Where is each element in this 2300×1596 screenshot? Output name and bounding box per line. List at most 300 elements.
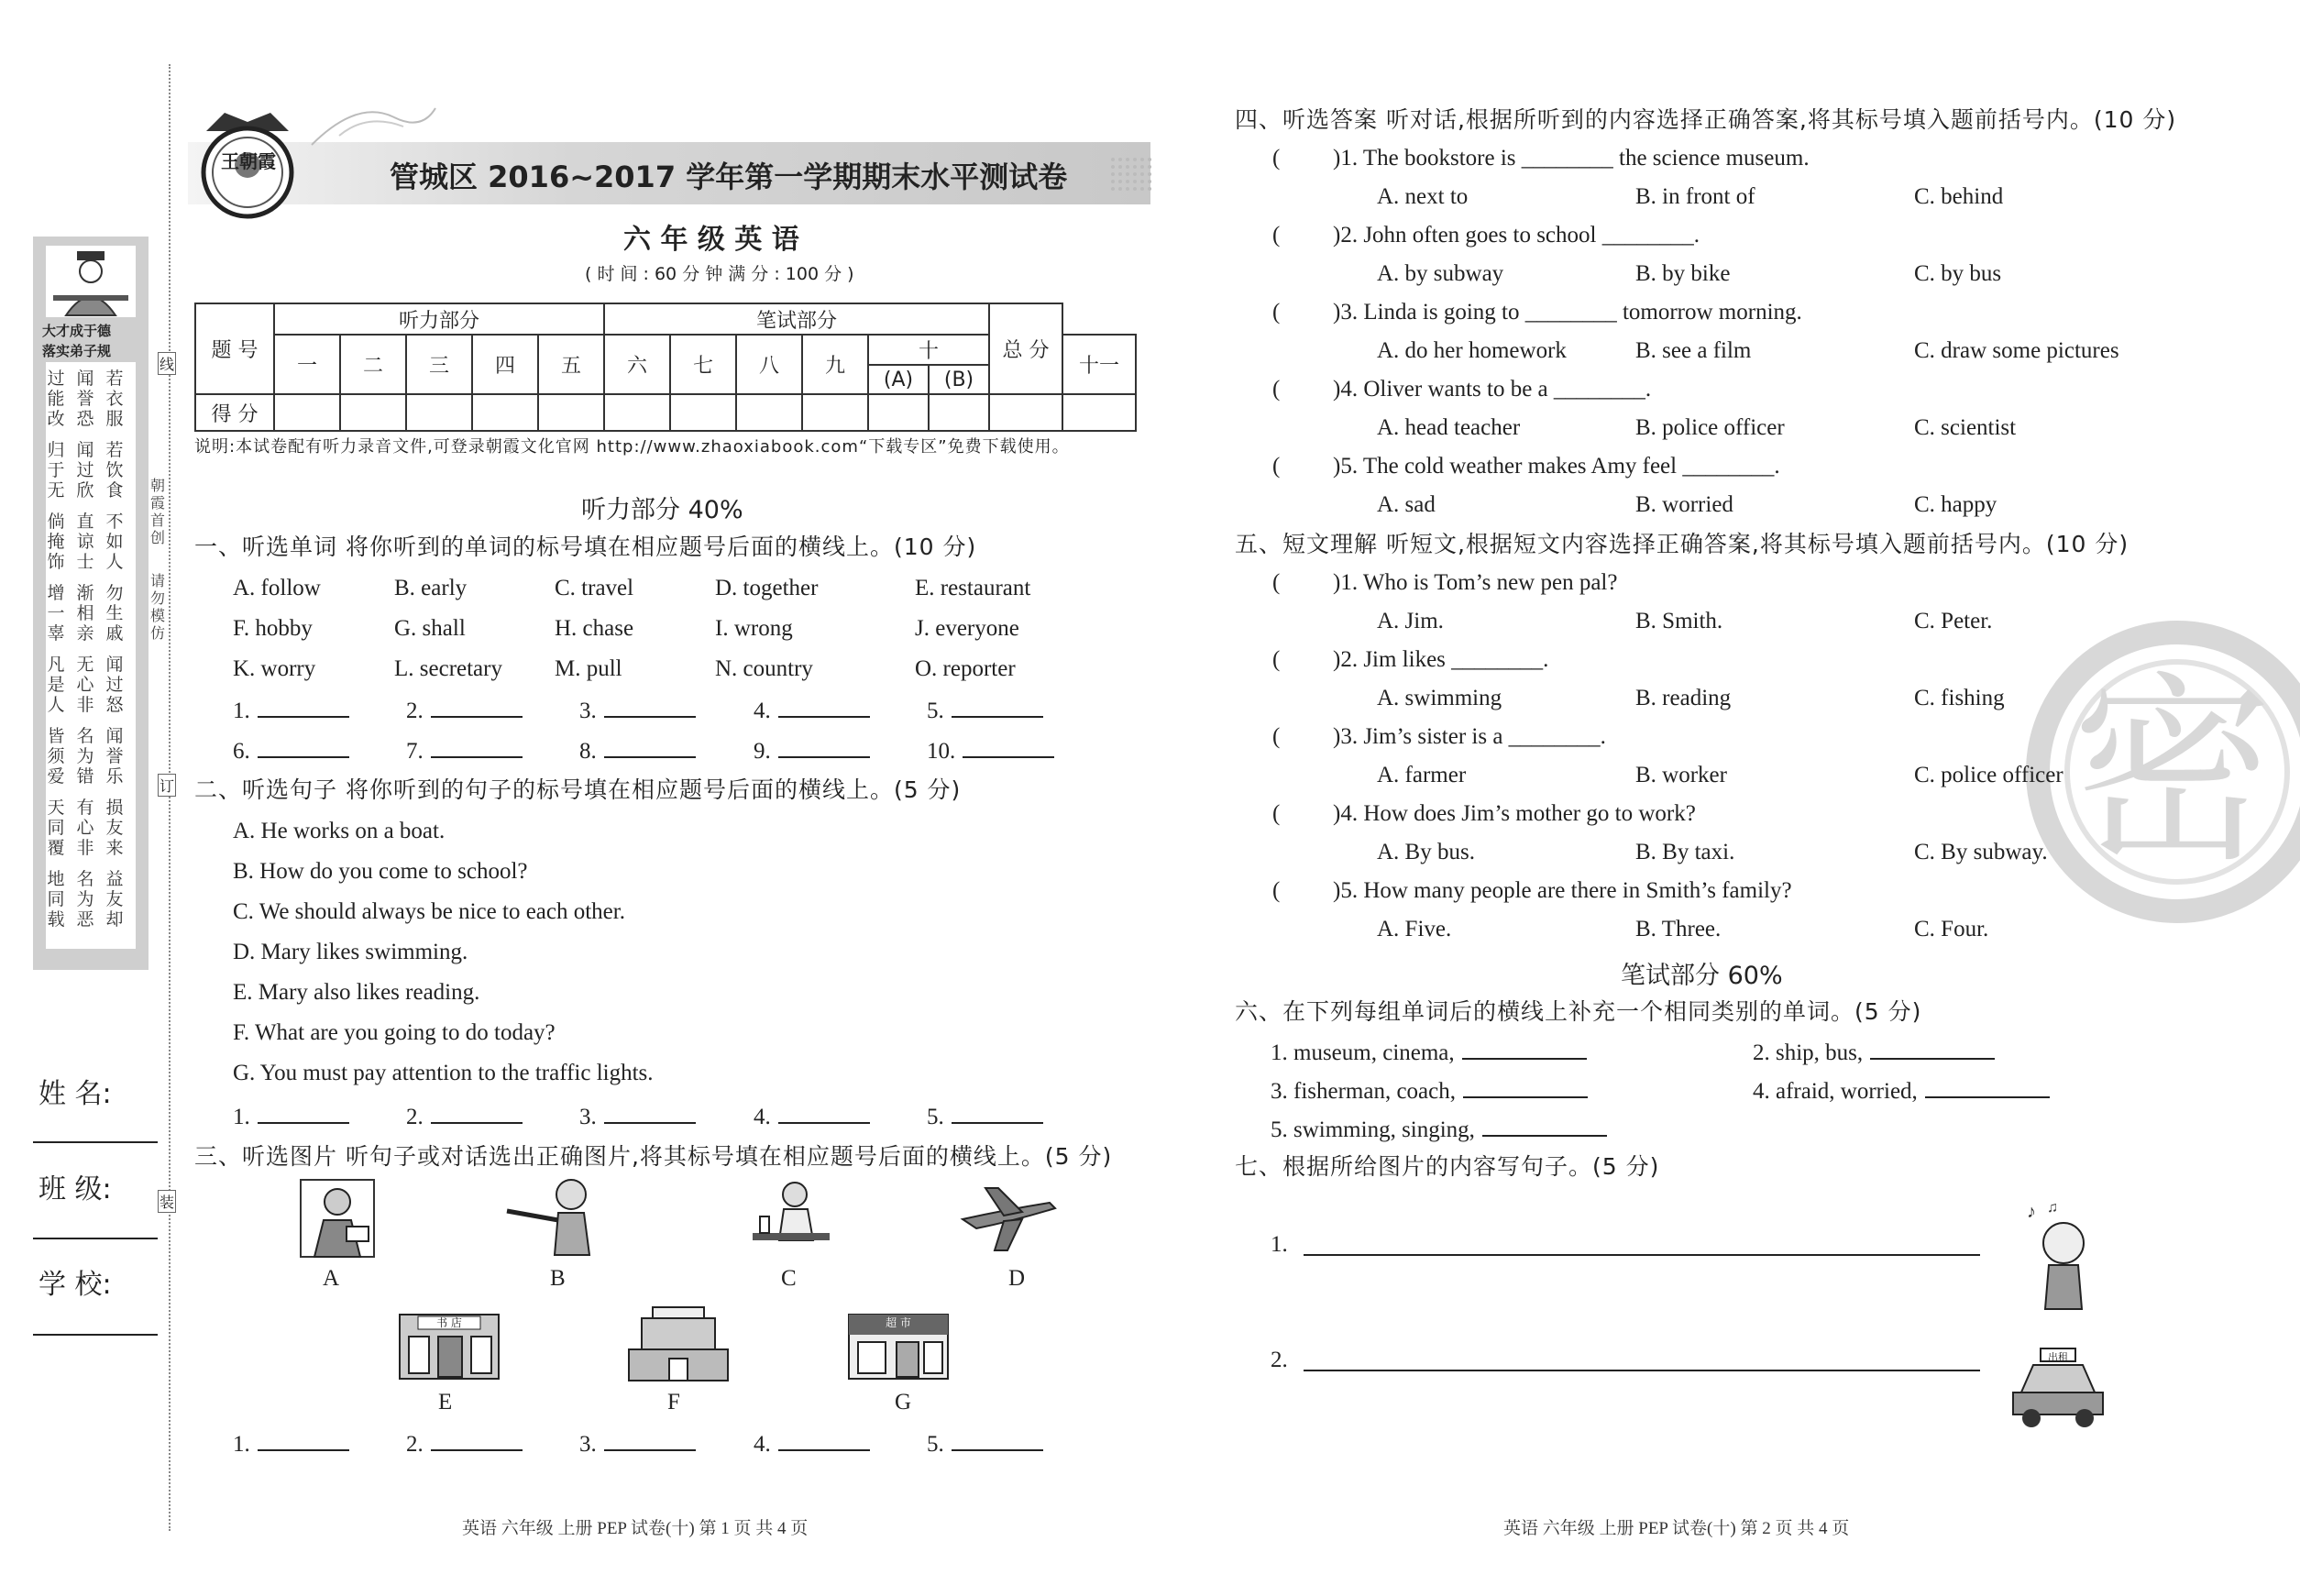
s1-answer [927,736,1054,765]
stamp-char: 密 [2072,655,2274,889]
poem-char: 于 [47,460,65,480]
side-note-2: 请勿模仿 [150,572,166,642]
listening-title: 听力部分 40% [581,496,743,524]
poem-column [75,440,95,501]
poem-char: 直 [76,512,94,532]
s2-answer [406,1102,523,1131]
answer-bracket-space[interactable] [1285,224,1331,248]
pic-label-d: D [1008,1266,1026,1291]
poem-char: 人 [47,695,65,715]
sentence-option: B. How do you come to school? [233,859,528,884]
word-option: H. chase [555,616,634,641]
binding-line [169,64,171,1531]
choice-a: A. head teacher [1377,415,1521,440]
scholar-illustration [46,246,136,317]
score-cell[interactable] [538,394,604,431]
s1-answer [579,736,696,765]
answer-bracket-open: ( [1272,878,1281,903]
pic-label-a: A [323,1266,340,1291]
ribbon-decoration [303,99,440,154]
poem-char: 非 [76,695,94,715]
svg-text:♫: ♫ [2047,1200,2058,1216]
motto-2: 落实弟子规 [42,343,112,359]
poem-column [75,726,95,787]
sentence-option: D. Mary likes swimming. [233,940,468,964]
section-4-title: 四、听选答案 听对话,根据所听到的内容选择正确答案,将其标号填入题前括号内。(10 分) [1235,106,2177,133]
svg-text:♪: ♪ [2027,1202,2036,1222]
s3-blank[interactable] [604,1429,696,1451]
poem-char: 一 [47,603,65,623]
poem-char: 衣 [105,389,124,409]
choice-b: B. by bike [1635,261,1731,286]
s1-answer [406,696,523,725]
question-text: )5. How many people are there in Smith’s family? [1333,878,1792,903]
s1-answer [233,696,349,725]
poem-char: 无 [76,655,94,675]
shop-sign-g: 超 市 [886,1316,911,1329]
picture-a-postman [292,1176,383,1260]
choice-c: C. By subway. [1914,840,2048,864]
poem-char: 过 [47,369,65,389]
sentence-option: G. You must pay attention to the traffic lights. [233,1061,654,1085]
class-label: 班 级: [39,1173,112,1205]
poem-char: 凡 [47,655,65,675]
poem-char: 誉 [105,746,124,766]
s1-number: 7. [406,739,424,764]
cut-mark-pack: 装 [158,1190,176,1213]
poem-char: 怒 [105,695,124,715]
word-option: N. country [715,656,813,681]
s1-answer [579,696,696,725]
s1-blank[interactable] [258,736,349,758]
s7-line-1[interactable] [1304,1254,1980,1256]
answer-bracket-space[interactable] [1285,879,1331,903]
poem-char: 食 [105,480,124,501]
s6-item-4: 4. afraid, worried, [1753,1076,2050,1106]
picture-c-scientist [747,1176,834,1259]
choice-c: C. fishing [1914,686,2005,710]
answer-bracket-open: ( [1272,146,1281,171]
poem-char: 服 [105,409,124,429]
poem-column [105,655,125,715]
poem-char: 归 [47,440,65,460]
pic-label-e: E [438,1390,453,1414]
s7-label-1: 1. [1271,1232,1288,1257]
poem-char: 改 [47,409,65,429]
s1-blank[interactable] [604,736,696,758]
name-field[interactable] [33,1141,158,1143]
s1-number: 8. [579,739,597,764]
poem-char: 为 [76,746,94,766]
s6-blank-1[interactable] [1462,1038,1587,1060]
section-6-title: 六、在下列每组单词后的横线上补充一个相同类别的单词。(5 分) [1235,998,1922,1025]
s6-item-2: 2. ship, bus, [1753,1038,1995,1067]
poem-char: 天 [47,798,65,818]
choice-c: C. Four. [1914,917,1989,941]
poem-char: 恶 [76,909,94,930]
s1-number: 1. [233,699,250,723]
poem-column [46,369,66,429]
s2-blank[interactable] [778,1102,870,1124]
s7-line-2[interactable] [1304,1370,1980,1371]
poem-char: 恐 [76,409,94,429]
poem-column [46,440,66,501]
col-9: 九 [802,335,868,394]
col-5: 五 [538,335,604,394]
poem-char: 闻 [105,655,124,675]
poem-char: 友 [105,889,124,909]
choice-a: A. next to [1377,184,1469,209]
s6-blank-5[interactable] [1482,1115,1607,1137]
choice-b: B. police officer [1635,415,1785,440]
answer-bracket-open: ( [1272,570,1281,595]
poem-char: 士 [76,552,94,572]
word-option: I. wrong [715,616,793,641]
question-text: )4. Oliver wants to be a ________. [1333,377,1652,402]
score-cell[interactable] [274,394,340,431]
s3-blank[interactable] [258,1429,349,1451]
poem-char: 掩 [47,532,65,552]
written-title: 笔试部分 60% [1621,962,1783,990]
school-field[interactable] [33,1334,158,1336]
s1-answer [754,696,870,725]
poem-char: 覆 [47,838,65,858]
s2-answer [579,1102,696,1131]
poem-char: 无 [47,480,65,501]
s1-number: 2. [406,699,424,723]
col-10a: (A) [868,365,929,394]
poem-char: 益 [105,869,124,889]
score-cell[interactable] [670,394,736,431]
poem-column [105,869,125,930]
s2-blank[interactable] [604,1102,696,1124]
poem-column [75,655,95,715]
s1-number: 3. [579,699,597,723]
sentence-option: A. He works on a boat. [233,819,446,843]
word-option: A. follow [233,576,321,600]
poem-char: 须 [47,746,65,766]
sentence-option: C. We should always be nice to each other. [233,899,625,924]
poem-char: 友 [105,818,124,838]
poem-char: 勿 [105,583,124,603]
pic-label-f: F [667,1390,680,1414]
choice-c: C. happy [1914,492,1997,517]
col-6: 六 [604,335,670,394]
answer-bracket-space[interactable] [1285,147,1331,171]
word-option: K. worry [233,656,316,681]
poem-char: 非 [76,838,94,858]
poem-char: 是 [47,675,65,695]
poem-char: 如 [105,532,124,552]
s6-blank-2[interactable] [1870,1038,1995,1060]
poem-char: 亲 [76,623,94,644]
s2-number: 4. [754,1105,771,1129]
poem-column [46,583,66,644]
poem-column [46,512,66,572]
poem-char: 心 [76,818,94,838]
s3-answer [927,1429,1043,1458]
s2-blank[interactable] [952,1102,1043,1124]
poem-column [75,369,95,429]
s1-blank[interactable] [963,736,1054,758]
poem-column [46,798,66,858]
s3-number: 2. [406,1432,424,1457]
note: 说明:本试卷配有听力录音文件,可登录朝霞文化官网 http://www.zhaoxiabook.com“下载专区”免费下载使用。 [194,437,1070,457]
banner-dots [1109,156,1155,193]
poem-char: 过 [105,675,124,695]
poem-column [75,512,95,572]
poem-column [75,583,95,644]
poem-char: 能 [47,389,65,409]
poem-column [105,726,125,787]
choice-a: A. farmer [1377,763,1467,787]
col-10b: (B) [929,365,989,394]
answer-bracket-space[interactable] [1285,378,1331,402]
poem-char: 辜 [47,623,65,644]
s3-number: 5. [927,1432,944,1457]
poem-char: 相 [76,603,94,623]
side-note-1: 朝霞首创 [150,477,166,546]
poem-char: 错 [76,766,94,787]
question-text: )5. The cold weather makes Amy feel ________. [1333,454,1780,479]
sentence-option: F. What are you going to do today? [233,1020,556,1045]
answer-bracket-space[interactable] [1285,301,1331,325]
s6-item-5: 5. swimming, singing, [1271,1115,1607,1144]
s6-blank-3[interactable] [1463,1076,1588,1098]
word-option: E. restaurant [915,576,1031,600]
s1-blank[interactable] [952,696,1043,718]
s3-answer [754,1429,870,1458]
s1-blank[interactable] [778,696,870,718]
s3-blank[interactable] [431,1429,523,1451]
name-label: 姓 名: [39,1078,112,1110]
answer-bracket-open: ( [1272,300,1281,325]
poem-char: 欣 [76,480,94,501]
poem-char: 若 [105,440,124,460]
poem-column [75,869,95,930]
listening-group: 听力部分 [274,303,604,335]
answer-bracket-space[interactable] [1285,571,1331,595]
singing-boy-illustration [2021,1199,2095,1318]
poem-char: 戚 [105,623,124,644]
answer-bracket-space[interactable] [1285,648,1331,672]
taxi-sign: 出租 [2048,1351,2068,1363]
s2-blank[interactable] [431,1102,523,1124]
section-5-title: 五、短文理解 听短文,根据短文内容选择正确答案,将其标号填入题前括号内。(10 分) [1235,531,2129,557]
col-3: 三 [406,335,472,394]
s1-blank[interactable] [431,736,523,758]
choice-c: C. behind [1914,184,2004,209]
poem-char: 若 [105,369,124,389]
question-text: )2. John often goes to school ________. [1333,223,1700,248]
poem-char: 有 [76,798,94,818]
picture-d-airplane [958,1183,1059,1256]
class-field[interactable] [33,1238,158,1239]
brand-name: 王朝霞 [221,150,276,172]
sentence-option: E. Mary also likes reading. [233,980,480,1005]
s3-blank[interactable] [778,1429,870,1451]
written-group: 笔试部分 [604,303,989,335]
s3-answer [579,1429,696,1458]
s1-answer [406,736,523,765]
question-text: )1. The bookstore is ________ the science museum. [1333,146,1810,171]
answer-bracket-open: ( [1272,724,1281,749]
answer-bracket-open: ( [1272,377,1281,402]
poem-char: 增 [47,583,65,603]
poem-char: 饰 [47,552,65,572]
poem-column [75,798,95,858]
score-cell[interactable] [868,394,929,431]
word-option: M. pull [555,656,622,681]
score-cell[interactable] [929,394,989,431]
poem-char: 却 [105,909,124,930]
row-label-number: 题 号 [195,303,274,394]
choice-b: B. Smith. [1635,609,1723,633]
choice-c: C. Peter. [1914,609,1993,633]
s2-number: 1. [233,1105,250,1129]
footer-right: 英语 六年级 上册 PEP 试卷(十) 第 2 页 共 4 页 [1503,1519,1850,1538]
word-option: F. hobby [233,616,313,641]
s3-answer [233,1429,349,1458]
poem-char: 地 [47,869,65,889]
answer-bracket-open: ( [1272,223,1281,248]
choice-b: B. worried [1635,492,1733,517]
word-option: B. early [394,576,468,600]
score-cell[interactable] [340,394,406,431]
s6-blank-4[interactable] [1925,1076,2050,1098]
s6-item-1: 1. museum, cinema, [1271,1038,1587,1067]
s1-number: 10. [927,739,956,764]
score-cell[interactable] [736,394,802,431]
s1-blank[interactable] [258,696,349,718]
pic-label-b: B [550,1266,566,1291]
answer-bracket-space[interactable] [1285,455,1331,479]
question-text: )2. Jim likes ________. [1333,647,1549,672]
s1-number: 9. [754,739,771,764]
question-text: )3. Jim’s sister is a ________. [1333,724,1606,749]
question-text: )4. How does Jim’s mother go to work? [1333,801,1696,826]
s7-label-2: 2. [1271,1348,1288,1372]
poem-column [105,798,125,858]
word-option: D. together [715,576,819,600]
poem-char: 闻 [76,440,94,460]
poem-char: 同 [47,818,65,838]
total-header: 总 分 [989,303,1062,394]
shop-sign-e: 书 店 [436,1316,462,1329]
choice-c: C. police officer [1914,763,2063,787]
score-cell[interactable] [802,394,868,431]
word-option: C. travel [555,576,634,600]
poem-column [105,583,125,644]
score-cell[interactable] [1062,394,1136,431]
choice-b: B. Three. [1635,917,1722,941]
choice-c: C. scientist [1914,415,2017,440]
answer-bracket-space[interactable] [1285,725,1331,749]
choice-a: A. sad [1377,492,1436,517]
s1-answer [754,736,870,765]
answer-bracket-space[interactable] [1285,802,1331,826]
word-option: J. everyone [915,616,1019,641]
picture-b-pointing-girl [500,1174,610,1257]
poem-char: 谅 [76,532,94,552]
poem-char: 爱 [47,766,65,787]
s1-blank[interactable] [604,696,696,718]
motto-1: 大才成于德 [42,323,112,339]
poem-char: 渐 [76,583,94,603]
choice-c: C. draw some pictures [1914,338,2119,363]
question-text: )1. Who is Tom’s new pen pal? [1333,570,1618,595]
s3-blank[interactable] [952,1429,1043,1451]
poem-char: 乐 [105,766,124,787]
col-1: 一 [274,335,340,394]
poem-char: 过 [76,460,94,480]
s6-item-3: 3. fisherman, coach, [1271,1076,1588,1106]
cut-mark-line: 线 [158,352,176,375]
choice-b: B. see a film [1635,338,1752,363]
choice-a: A. by subway [1377,261,1504,286]
school-label: 学 校: [39,1269,112,1301]
choice-b: B. reading [1635,686,1732,710]
word-option: L. secretary [394,656,502,681]
poem-column [46,655,66,715]
s1-answer [927,696,1043,725]
time-info: ( 时 间 : 60 分 钟 满 分 : 100 分 ) [585,264,854,284]
score-cell[interactable] [472,394,538,431]
section-3-title: 三、听选图片 听句子或对话选出正确图片,将其标号填在相应题号后面的横线上。(5 分) [194,1143,1113,1170]
score-cell[interactable] [989,394,1062,431]
choice-a: A. By bus. [1377,840,1475,864]
poem-char: 名 [76,726,94,746]
s3-number: 3. [579,1432,597,1457]
poem-char: 不 [105,512,124,532]
poem-char: 闻 [76,369,94,389]
section-2-title: 二、听选句子 将你听到的句子的标号填在相应题号后面的横线上。(5 分) [194,776,962,803]
s1-blank[interactable] [778,736,870,758]
choice-a: A. swimming [1377,686,1502,710]
score-cell[interactable] [406,394,472,431]
poem-char: 人 [105,552,124,572]
poem-char: 同 [47,889,65,909]
pic-label-c: C [781,1266,797,1291]
s2-answer [754,1102,870,1131]
poem-char: 为 [76,889,94,909]
s2-number: 3. [579,1105,597,1129]
poem-char: 闻 [105,726,124,746]
s1-blank[interactable] [431,696,523,718]
score-cell[interactable] [604,394,670,431]
poem-char: 皆 [47,726,65,746]
col-8: 八 [736,335,802,394]
col-2: 二 [340,335,406,394]
poem-char: 来 [105,838,124,858]
choice-b: B. in front of [1635,184,1755,209]
col-4: 四 [472,335,538,394]
word-option: G. shall [394,616,466,641]
picture-f-hospital [625,1304,732,1382]
poem-char: 饮 [105,460,124,480]
s1-answer [233,736,349,765]
poem-char: 倘 [47,512,65,532]
score-table [194,303,1137,432]
s3-answer [406,1429,523,1458]
poem-column [105,512,125,572]
s2-answer [233,1102,349,1131]
s2-blank[interactable] [258,1102,349,1124]
choice-b: B. By taxi. [1635,840,1735,864]
pic-label-g: G [895,1390,912,1414]
s1-number: 5. [927,699,944,723]
choice-a: A. Jim. [1377,609,1444,633]
